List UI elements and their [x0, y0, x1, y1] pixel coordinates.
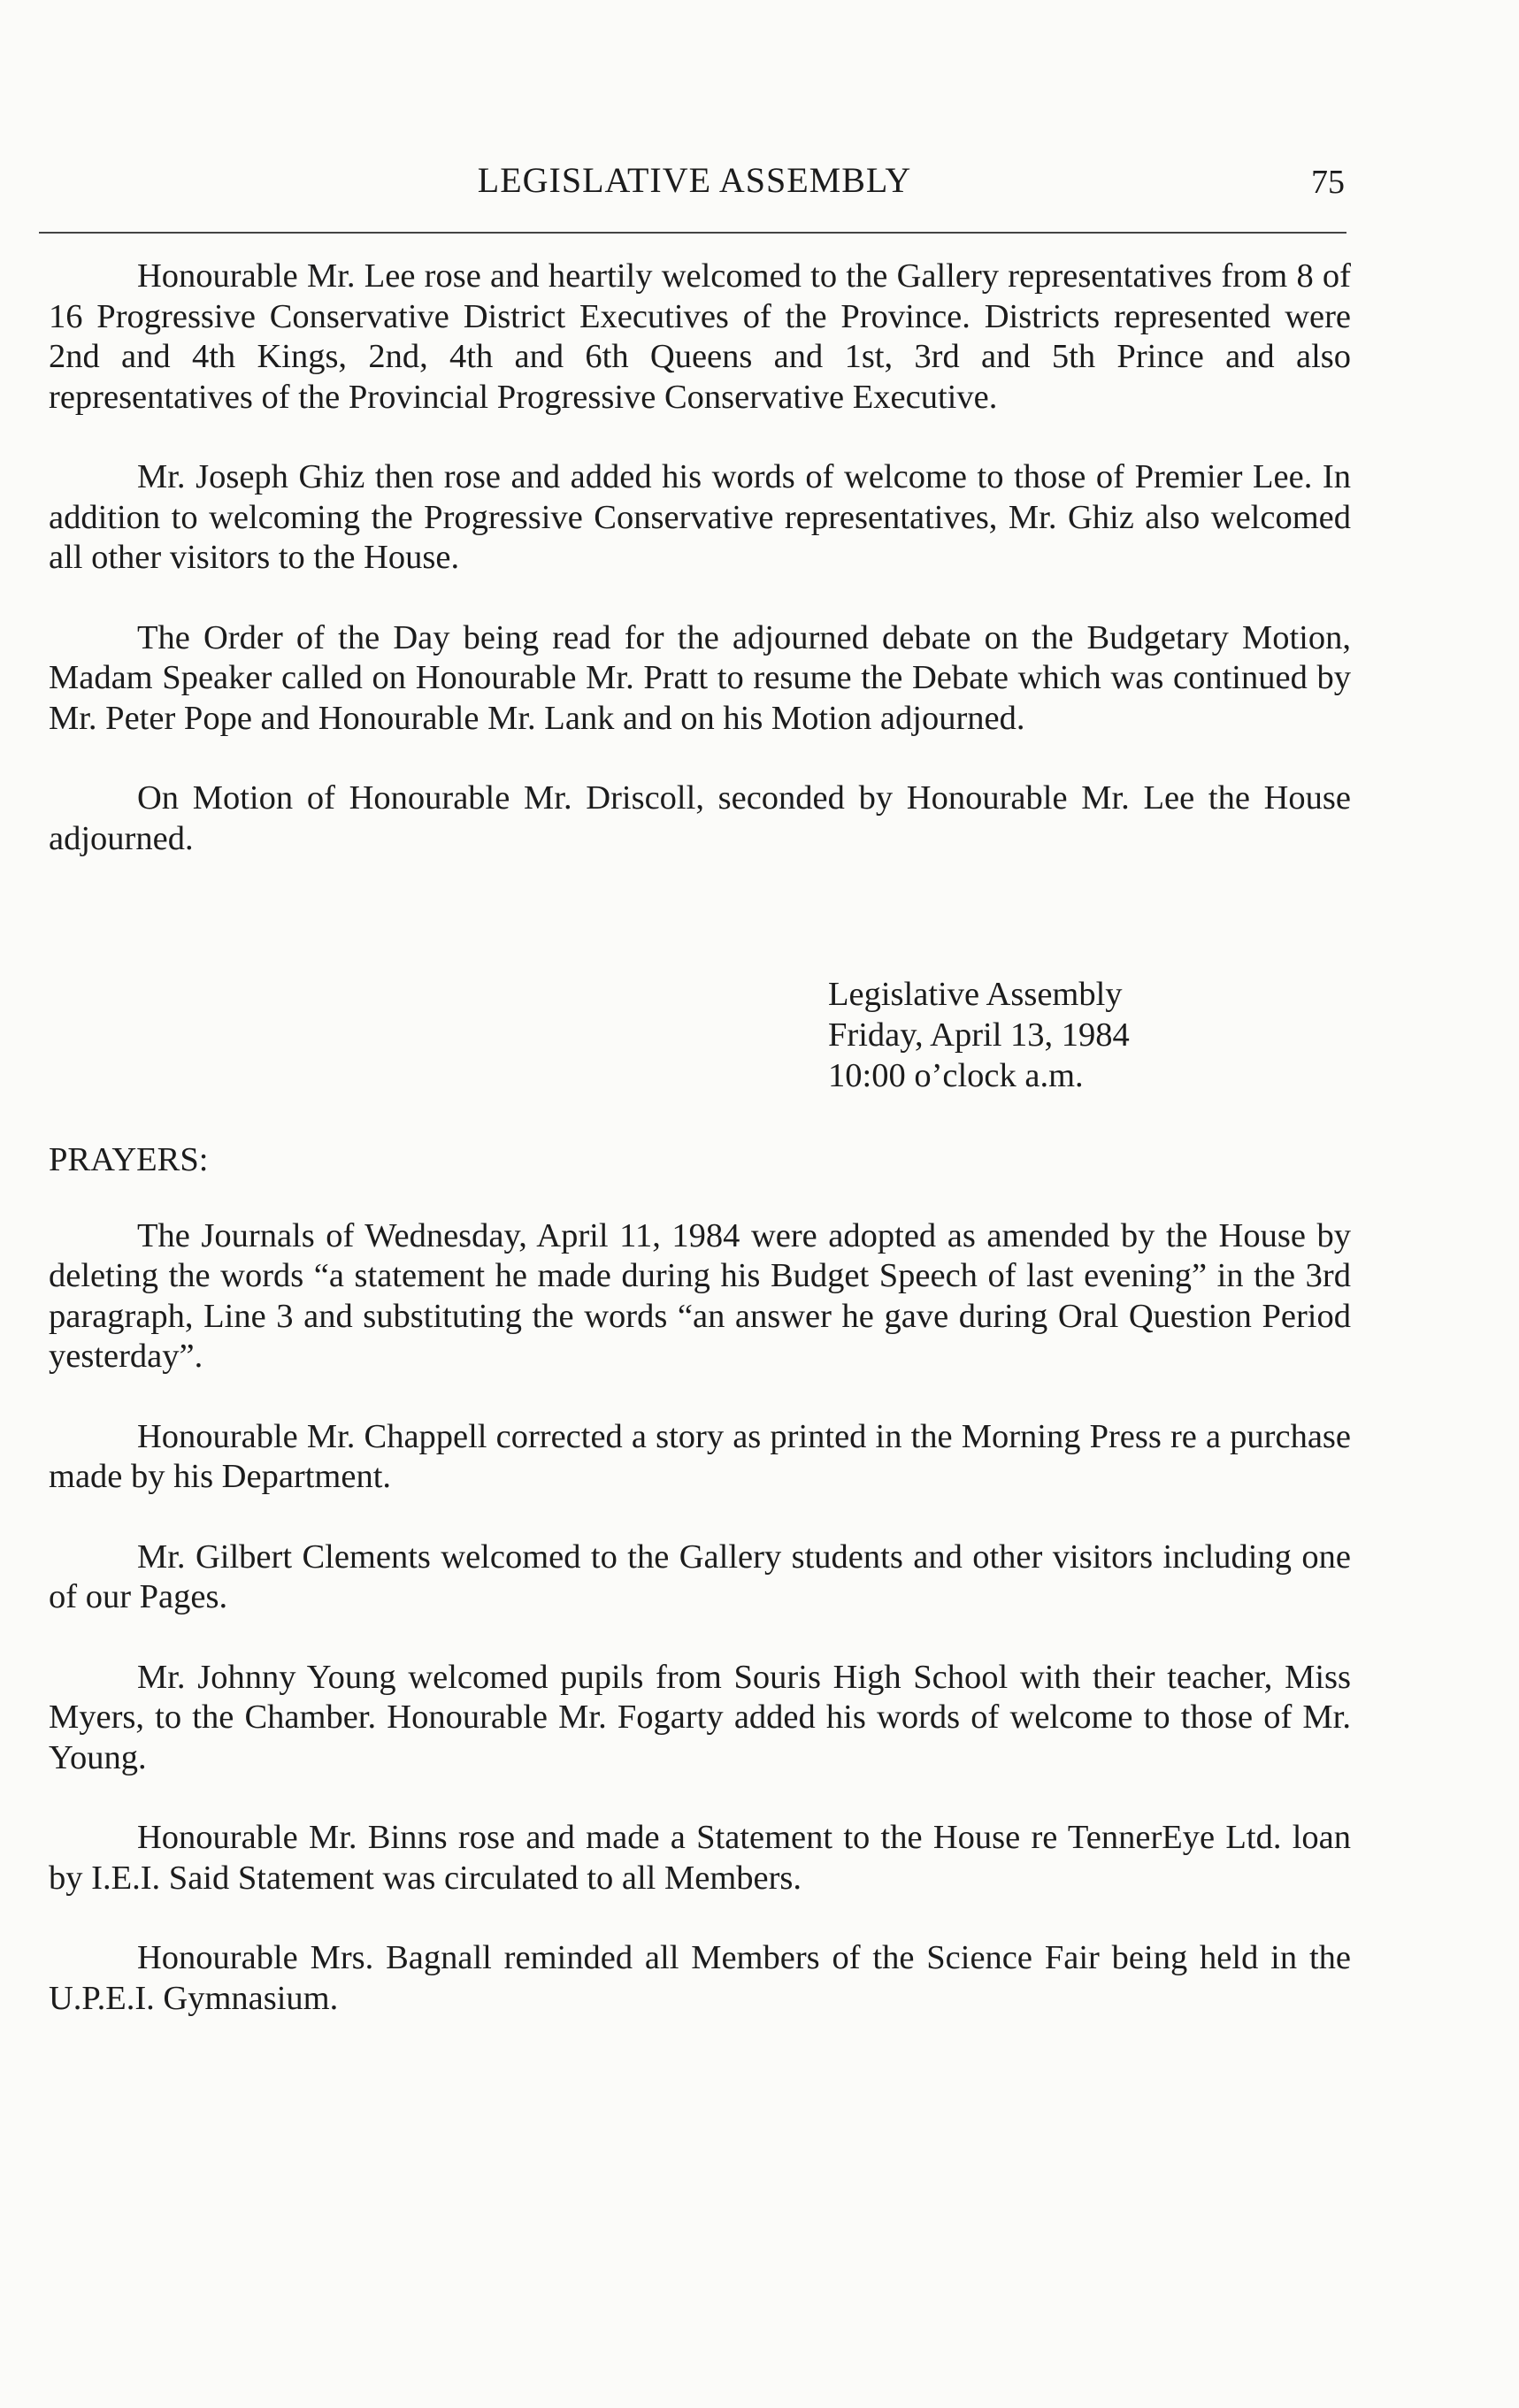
paragraph-adjournment: On Motion of Honourable Mr. Driscoll, seconded by Honourable Mr. Lee the House adjourned.: [49, 779, 1351, 857]
journal-body: [49, 257, 1351, 2059]
header-rule: [39, 232, 1346, 234]
paragraph-clements-welcome: Mr. Gilbert Clements welcomed to the Gallery students and other visitors including one of our Pages.: [49, 1538, 1351, 1615]
running-title: LEGISLATIVE ASSEMBLY: [477, 160, 912, 200]
paragraph-ghiz-welcome: Mr. Joseph Ghiz then rose and added his words of welcome to those of Premier Lee. In addition to welcoming the Progressive Conservative representatives, Mr. Ghiz also welcomed all other visitors to the House.: [49, 458, 1351, 576]
page-number: 75: [1311, 164, 1345, 201]
paragraph-chappell-correction: Honourable Mr. Chappell corrected a story as printed in the Morning Press re a purchase made by his Department.: [49, 1417, 1351, 1495]
paragraph-binns-statement: Honourable Mr. Binns rose and made a Statement to the House re TennerEye Ltd. loan by I.E.I. Said Statement was circulated to all Members.: [49, 1819, 1351, 1897]
dateline-time: 10:00 o’clock a.m.: [828, 1057, 1084, 1094]
paragraph-bagnall-reminder: Honourable Mrs. Bagnall reminded all Members of the Science Fair being held in the U.P.E.I. Gymnasium.: [49, 1939, 1351, 2017]
dateline-assembly: Legislative Assembly: [828, 976, 1123, 1013]
paragraph-journals-adopted: The Journals of Wednesday, April 11, 1984 were adopted as amended by the House by deleting the words “a statement he made during his Budget Speech of last evening” in the 3rd paragraph, Line 3 and substituting the words “an answer he gave during Oral Question Period yesterday”.: [49, 1216, 1351, 1375]
paragraph-young-welcome: Mr. Johnny Young welcomed pupils from Souris High School with their teacher, Miss Myers, to the Chamber. Honourable Mr. Fogarty added his words of welcome to those of Mr. Young.: [49, 1658, 1351, 1776]
page-header: [44, 159, 1345, 212]
sitting-dateline: [828, 974, 1351, 1096]
paragraph-budget-debate: The Order of the Day being read for the adjourned debate on the Budgetary Motion, Madam Speaker called on Honourable Mr. Pratt to resume the Debate which was continued by Mr. Peter Pope and Honourable Mr. Lank and on his Motion adjourned.: [49, 618, 1351, 737]
prayers-heading: PRAYERS:: [49, 1141, 209, 1178]
dateline-date: Friday, April 13, 1984: [828, 1016, 1130, 1054]
paragraph-lee-welcome: Honourable Mr. Lee rose and heartily welcomed to the Gallery representatives from 8 of 16 Progressive Conservative District Executives of the Province. Districts represented were 2nd and 4th Kings, 2nd, 4th and 6th Queens and 1st, 3rd and 5th Prince and also representatives of the Provincial Progressive Conservative Executive.: [49, 257, 1351, 416]
